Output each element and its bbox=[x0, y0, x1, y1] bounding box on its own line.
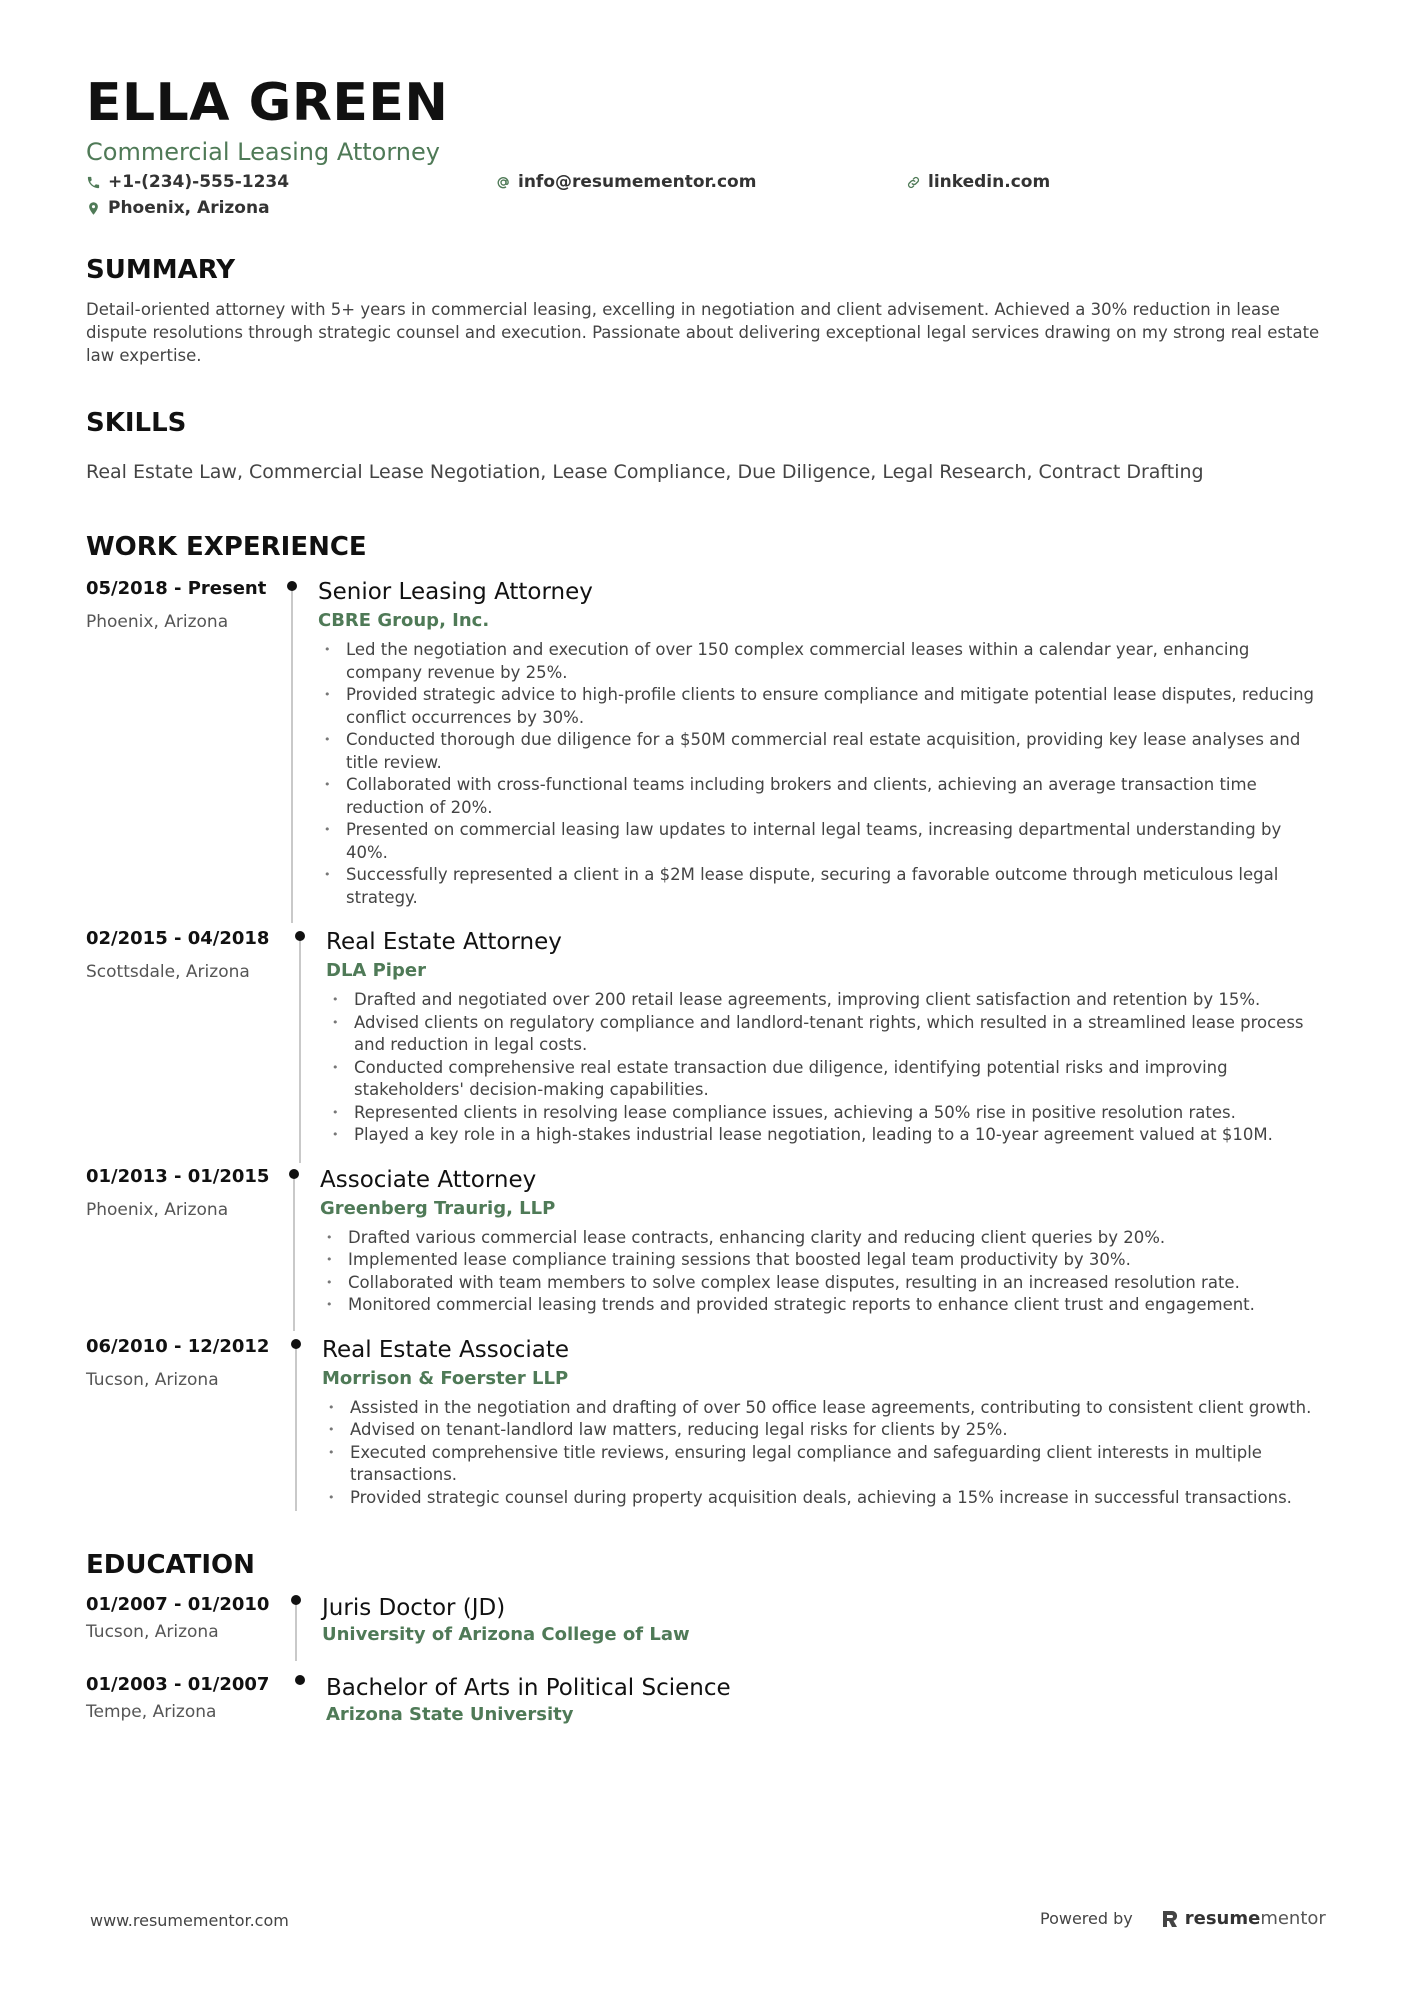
education-entry bbox=[86, 1673, 1326, 1727]
timeline-rail bbox=[295, 1599, 297, 1661]
job-meta bbox=[86, 1335, 276, 1510]
location-pin-icon bbox=[86, 201, 101, 216]
footer-website[interactable]: www.resumementor.com bbox=[90, 1911, 289, 1930]
job-details bbox=[276, 1165, 1326, 1317]
phone-icon bbox=[86, 175, 101, 190]
job-bullets bbox=[326, 989, 1326, 1147]
footer-powered-by bbox=[1040, 1908, 1326, 1929]
job-location: Phoenix, Arizona bbox=[86, 1199, 229, 1220]
job-entry bbox=[86, 1335, 1326, 1510]
job-bullet: • Provided strategic advice to high-profile clients to ensure compliance and mitigate potential lease disputes, reducing conflict occurrences by 30%. bbox=[318, 684, 1326, 729]
job-bullet: • Successfully represented a client in a $2M lease dispute, securing a favorable outcome through meticulous legal strategy. bbox=[318, 864, 1326, 909]
job-dates: 02/2015 - 04/2018 bbox=[86, 928, 270, 949]
job-entry bbox=[86, 1165, 1326, 1317]
location-text: Phoenix, Arizona bbox=[108, 198, 270, 218]
resumementor-logo-icon bbox=[1161, 1909, 1179, 1929]
education-school: University of Arizona College of Law bbox=[322, 1624, 690, 1645]
job-bullet: • Provided strategic counsel during property acquisition deals, achieving a 15% increase in successful transactions. bbox=[322, 1487, 1326, 1510]
education-location: Tucson, Arizona bbox=[86, 1622, 219, 1642]
job-title: Real Estate Attorney bbox=[326, 929, 562, 955]
brand-part2: mentor bbox=[1260, 1908, 1326, 1929]
at-icon bbox=[496, 175, 511, 190]
job-location: Scottsdale, Arizona bbox=[86, 962, 250, 982]
timeline-dot bbox=[291, 1339, 301, 1349]
contact-phone bbox=[86, 172, 496, 192]
brand-part1: resume bbox=[1184, 1908, 1261, 1929]
job-bullet: • Conducted comprehensive real estate transaction due diligence, identifying potential risks and improving stakeholders' decision-making capabilities. bbox=[326, 1057, 1326, 1102]
job-details bbox=[276, 927, 1326, 1147]
timeline-rail bbox=[291, 583, 293, 923]
timeline-rail bbox=[299, 933, 301, 1163]
job-company: Greenberg Traurig, LLP bbox=[320, 1197, 556, 1219]
education-details bbox=[276, 1593, 1326, 1647]
job-location: Tucson, Arizona bbox=[86, 1369, 219, 1390]
timeline-dot bbox=[287, 581, 297, 591]
timeline-rail bbox=[295, 1341, 297, 1511]
education-degree: Bachelor of Arts in Political Science bbox=[326, 1675, 731, 1701]
summary-title: SUMMARY bbox=[86, 255, 236, 285]
education-dates: 01/2007 - 01/2010 bbox=[86, 1594, 270, 1615]
powered-by-label: Powered by bbox=[1040, 1909, 1133, 1928]
timeline-dot bbox=[295, 1675, 305, 1685]
job-bullet: • Assisted in the negotiation and drafting of over 50 office lease agreements, contributing to consistent client growth. bbox=[322, 1397, 1326, 1420]
education-title: EDUCATION bbox=[86, 1550, 255, 1580]
job-bullets bbox=[320, 1227, 1326, 1317]
link-icon bbox=[906, 175, 921, 190]
skills-section bbox=[86, 407, 1326, 485]
job-details bbox=[276, 1335, 1326, 1510]
education-entry bbox=[86, 1593, 1326, 1647]
job-meta bbox=[86, 1165, 276, 1317]
job-bullet: • Implemented lease compliance training sessions that boosted legal team productivity by 30%. bbox=[320, 1249, 1326, 1272]
education-section bbox=[86, 1549, 1326, 1727]
job-meta bbox=[86, 577, 276, 909]
job-entry bbox=[86, 577, 1326, 909]
job-title: Associate Attorney bbox=[320, 1166, 537, 1193]
education-meta bbox=[86, 1673, 276, 1727]
job-bullet: • Collaborated with team members to solve complex lease disputes, resulting in an increased resolution rate. bbox=[320, 1272, 1326, 1295]
phone-text: +1-(234)-555-1234 bbox=[108, 172, 290, 192]
summary-text: Detail-oriented attorney with 5+ years in commercial leasing, excelling in negotiation and client advisement. Achieved a 30% reduction in lease dispute resolutions through strategic counsel and execution. Passionate about delivering exceptional legal services drawing on my strong real estate law expertise. bbox=[86, 300, 1320, 365]
resume-page bbox=[86, 72, 1326, 1727]
timeline-rail bbox=[293, 1171, 295, 1331]
experience-section bbox=[86, 531, 1326, 1509]
resume-header bbox=[86, 72, 1326, 218]
linkedin-text[interactable]: linkedin.com bbox=[928, 172, 1051, 192]
job-company: DLA Piper bbox=[326, 960, 426, 981]
contact-email bbox=[496, 172, 906, 192]
job-title: Senior Leasing Attorney bbox=[318, 579, 593, 605]
brand-logo[interactable] bbox=[1161, 1908, 1326, 1929]
job-bullets bbox=[322, 1397, 1326, 1510]
job-bullet: • Drafted and negotiated over 200 retail lease agreements, improving client satisfaction and retention by 15%. bbox=[326, 989, 1326, 1012]
contact-location bbox=[86, 198, 496, 218]
education-school: Arizona State University bbox=[326, 1704, 574, 1725]
job-bullet: • Represented clients in resolving lease compliance issues, achieving a 50% rise in positive resolution rates. bbox=[326, 1102, 1326, 1125]
job-company: Morrison & Foerster LLP bbox=[322, 1367, 569, 1389]
job-bullet: • Advised on tenant-landlord law matters, reducing legal risks for clients by 25%. bbox=[322, 1419, 1326, 1442]
job-bullet: • Advised clients on regulatory compliance and landlord-tenant rights, which resulted in a streamlined lease process and reduction in legal costs. bbox=[326, 1012, 1326, 1057]
timeline-dot bbox=[291, 1595, 301, 1605]
job-entry bbox=[86, 927, 1326, 1147]
timeline-dot bbox=[295, 931, 305, 941]
candidate-name: ELLA GREEN bbox=[86, 73, 449, 133]
education-location: Tempe, Arizona bbox=[86, 1702, 217, 1722]
timeline-dot bbox=[289, 1169, 299, 1179]
candidate-role: Commercial Leasing Attorney bbox=[86, 138, 440, 166]
job-bullet: • Led the negotiation and execution of over 150 complex commercial leases within a calendar year, enhancing company revenue by 25%. bbox=[318, 639, 1326, 684]
job-bullet: • Collaborated with cross-functional teams including brokers and clients, achieving an average transaction time reduction of 20%. bbox=[318, 774, 1326, 819]
education-dates: 01/2003 - 01/2007 bbox=[86, 1674, 270, 1695]
job-bullet: • Drafted various commercial lease contracts, enhancing clarity and reducing client queries by 20%. bbox=[320, 1227, 1326, 1250]
skills-text: Real Estate Law, Commercial Lease Negotiation, Lease Compliance, Due Diligence, Legal Research, Contract Drafting bbox=[86, 461, 1204, 483]
job-dates: 05/2018 - Present bbox=[86, 578, 267, 599]
experience-title: WORK EXPERIENCE bbox=[86, 532, 367, 562]
email-text[interactable]: info@resumementor.com bbox=[518, 172, 757, 192]
summary-section bbox=[86, 254, 1326, 367]
job-title: Real Estate Associate bbox=[322, 1336, 570, 1363]
job-bullet: • Played a key role in a high-stakes industrial lease negotiation, leading to a 10-year agreement valued at $10M. bbox=[326, 1124, 1326, 1147]
job-bullet: • Executed comprehensive title reviews, ensuring legal compliance and safeguarding client interests in multiple transactions. bbox=[322, 1442, 1326, 1487]
job-bullet: • Presented on commercial leasing law updates to internal legal teams, increasing departmental understanding by 40%. bbox=[318, 819, 1326, 864]
job-location: Phoenix, Arizona bbox=[86, 612, 229, 632]
job-dates: 06/2010 - 12/2012 bbox=[86, 1335, 270, 1357]
job-company: CBRE Group, Inc. bbox=[318, 610, 490, 631]
education-details bbox=[276, 1673, 1326, 1727]
job-details bbox=[276, 577, 1326, 909]
contact-linkedin bbox=[906, 172, 1326, 192]
education-meta bbox=[86, 1593, 276, 1647]
job-bullet: • Monitored commercial leasing trends and provided strategic reports to enhance client trust and engagement. bbox=[320, 1294, 1326, 1317]
job-bullet: • Conducted thorough due diligence for a $50M commercial real estate acquisition, providing key lease analyses and title review. bbox=[318, 729, 1326, 774]
job-bullets bbox=[318, 639, 1326, 909]
contact-info bbox=[86, 172, 1326, 218]
job-dates: 01/2013 - 01/2015 bbox=[86, 1165, 270, 1187]
skills-title: SKILLS bbox=[86, 408, 187, 438]
education-degree: Juris Doctor (JD) bbox=[322, 1595, 506, 1621]
job-meta bbox=[86, 927, 276, 1147]
